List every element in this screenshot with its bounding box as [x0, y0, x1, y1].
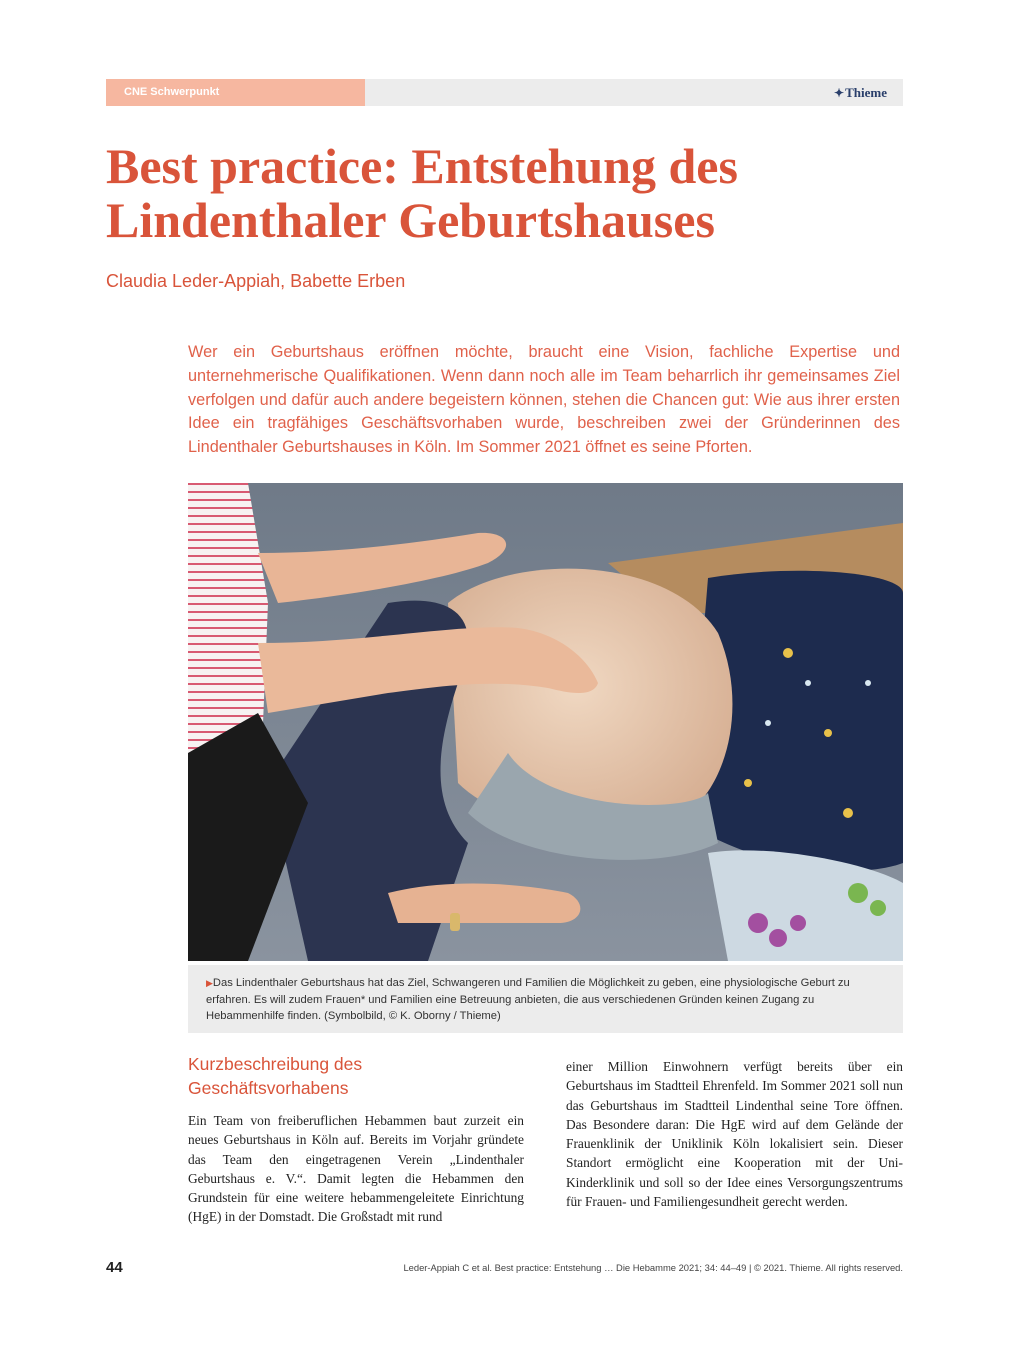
thieme-emblem-icon: ✦	[834, 86, 845, 100]
figure-caption-text: Das Lindenthaler Geburtshaus hat das Ziel, Schwangeren und Familien die Möglichkeit zu geben, eine physiologische Geburt zu erfahren. Es will zudem Frauen* und Familien eine Betreuung anbieten, die aus verschiedenen Gründen keinen Zugang zu Hebammenhilfe finden. (Symbolbild, © K. Oborny / Thieme)	[206, 977, 850, 1022]
section-label: CNE Schwerpunkt	[106, 79, 365, 106]
footer-citation: Leder-Appiah C et al. Best practice: Entstehung … Die Hebamme 2021; 34: 44–49 | © 2021. Thieme. All rights reserved.	[403, 1262, 903, 1273]
publisher-name: Thieme	[845, 85, 887, 100]
body-column-right	[566, 1057, 903, 1211]
article-photo	[188, 483, 903, 961]
caption-arrow-icon: ▶	[206, 978, 213, 988]
body-column-left	[188, 1052, 524, 1227]
figure-caption	[188, 965, 903, 1033]
article-title: Best practice: Entstehung des Lindenthaler Geburtshauses	[106, 138, 738, 248]
article-lead: Wer ein Geburtshaus eröffnen möchte, braucht eine Vision, fachliche Expertise und unternehmerische Qualifikationen. Wenn dann noch alle im Team beharrlich ihr gemeinsames Ziel verfolgen und dafür auch andere begeistern können, stehen die Chancen gut: Wie aus ihrer ersten Idee ein tragfähiges Geschäftsvorhaben wurde, beschreiben zwei der Gründerinnen des Lindenthaler Geburtshauses in Köln. Im Sommer 2021 öffnet es seine Pforten.	[188, 343, 900, 457]
section-heading: Kurzbeschreibung des Geschäftsvorhabens	[188, 1054, 363, 1098]
body-paragraph-left: Ein Team von freiberuflichen Hebammen baut zurzeit ein neues Geburtshaus in Köln auf. Bereits im Vorjahr gründete das Team den eingetragenen Verein „Lindenthaler Geburtshaus e. V.“. Damit legten die Hebammen den Grundstein für eine weitere hebammengeleitete Einrichtung (HgE) in der Domstadt. Die Großstadt mit rund	[188, 1113, 524, 1225]
page-number: 44	[106, 1259, 123, 1276]
body-paragraph-right: einer Million Einwohnern verfügt bereits über ein Geburtshaus im Stadtteil Ehrenfeld. Im Sommer 2021 soll nun das Geburtshaus im Stadtteil Lindenthal seine Tore öffnen. Das Besondere daran: Die HgE wird auf dem Gelände der Frauenklinik der Uniklinik Köln lokalisiert sein. Dieser Standort ermöglicht eine Kooperation mit der Uni-Kinderklinik und soll so der Idee eines Versorgungszentrums für Frauen- und Familiengesundheit gerecht werden.	[566, 1059, 903, 1210]
article-authors: Claudia Leder-Appiah, Babette Erben	[106, 271, 406, 291]
header-bar	[106, 79, 903, 106]
publisher-logo	[834, 79, 887, 106]
